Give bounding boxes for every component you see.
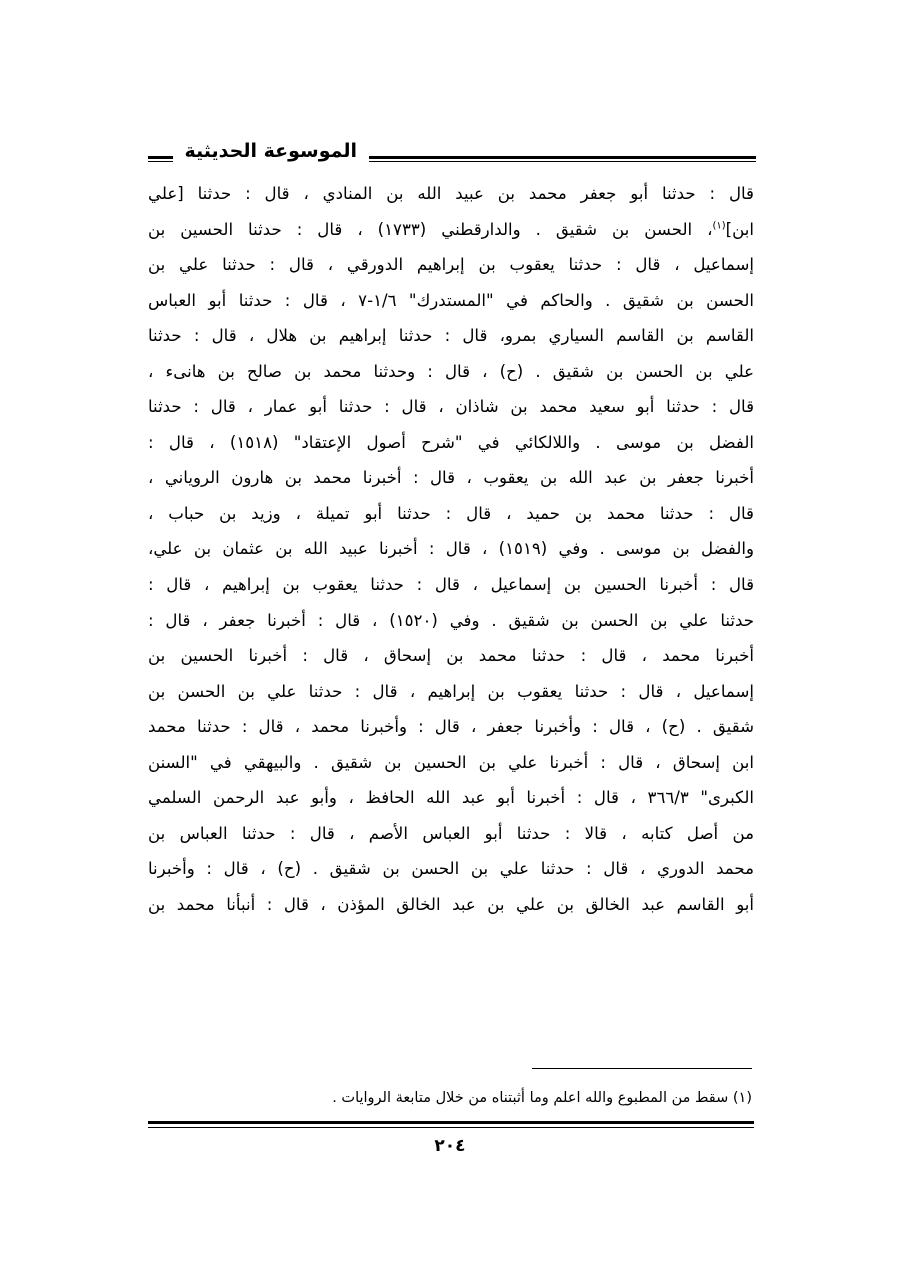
running-header (148, 138, 754, 172)
footer-rule-thin (148, 1127, 754, 1128)
text-line: محمد الدوري ، قال : حدثنا علي بن الحسن بن شقيق . (ح) ، قال : وأخبرنا (148, 859, 754, 879)
text-line: ابن]$^{(١)}$، الحسن بن شقيق . والدارقطني (١٧٣٣) ، قال : حدثنا الحسين بن (148, 219, 754, 239)
text-line: أخبرنا محمد ، قال : حدثنا محمد بن إسحاق ، قال : أخبرنا الحسين بن (148, 646, 754, 666)
text-line: علي بن الحسن بن شقيق . (ح) ، قال : وحدثنا محمد بن صالح بن هانىء ، (148, 361, 754, 381)
text-line: قال : أخبرنا الحسين بن إسماعيل ، قال : حدثنا يعقوب بن إبراهيم ، قال : (148, 575, 754, 595)
text-line: إسماعيل ، قال : حدثنا يعقوب بن إبراهيم ، قال : حدثنا علي بن الحسن بن (148, 681, 754, 701)
text-line: ابن إسحاق ، قال : أخبرنا علي بن الحسين بن شقيق . والبيهقي في "السنن (148, 752, 754, 772)
text-line: الكبرى" ٣٦٦/٣ ، قال : أخبرنا أبو عبد الله الحافظ ، وأبو عبد الرحمن السلمي (147, 788, 754, 808)
header-title: الموسوعة الحديثية (173, 140, 370, 162)
page-number: ٢٠٤ (434, 1136, 466, 1156)
body-text (148, 176, 754, 922)
text-line: الحسن بن شقيق . والحاكم في "المستدرك" ١/٦-٧ ، قال : حدثنا أبو العباس (148, 290, 754, 310)
text-line: شقيق . (ح) ، قال : وأخبرنا جعفر ، قال : وأخبرنا محمد ، قال : حدثنا محمد (148, 717, 754, 737)
text-line: إسماعيل ، قال : حدثنا يعقوب بن إبراهيم الدورقي ، قال : حدثنا علي بن (148, 255, 754, 275)
text-line: حدثنا علي بن الحسن بن شقيق . وفي (١٥٢٠) ، قال : أخبرنا جعفر ، قال : (148, 610, 754, 630)
text-line: والفضل بن موسى . وفي (١٥١٩) ، قال : أخبرنا عبيد الله بن عثمان بن علي، (148, 539, 754, 559)
text-line: قال : حدثنا محمد بن حميد ، قال : حدثنا أبو تميلة ، وزيد بن حباب ، (148, 503, 754, 523)
text-line: أبو القاسم عبد الخالق بن علي بن عبد الخالق المؤذن ، قال : أنبأنا محمد بن (148, 894, 754, 914)
text-line: أخبرنا جعفر بن عبد الله بن يعقوب ، قال : أخبرنا محمد بن هارون الروياني ، (148, 468, 754, 488)
footnote: (١) سقط من المطبوع والله اعلم وما أثبتناه من خلال متابعة الروايات . (332, 1090, 752, 1106)
text-line: الفضل بن موسى . واللالكائي في "شرح أصول الإعتقاد" (١٥١٨) ، قال : (148, 432, 754, 452)
footnote-separator (532, 1068, 752, 1069)
text-line: قال : حدثنا أبو سعيد محمد بن شاذان ، قال : حدثنا أبو عمار ، قال : حدثنا (148, 397, 754, 417)
footnote-marker: (١) (712, 220, 726, 232)
text-line: قال : حدثنا أبو جعفر محمد بن عبيد الله بن المنادي ، قال : حدثنا [علي (148, 184, 754, 203)
text-line: من أصل كتابه ، قالا : حدثنا أبو العباس الأصم ، قال : حدثنا العباس بن (148, 823, 754, 843)
footer-rule-thick (148, 1121, 754, 1124)
text-line: القاسم بن القاسم السياري بمرو، قال : حدثنا إبراهيم بن هلال ، قال : حدثنا (148, 326, 754, 346)
